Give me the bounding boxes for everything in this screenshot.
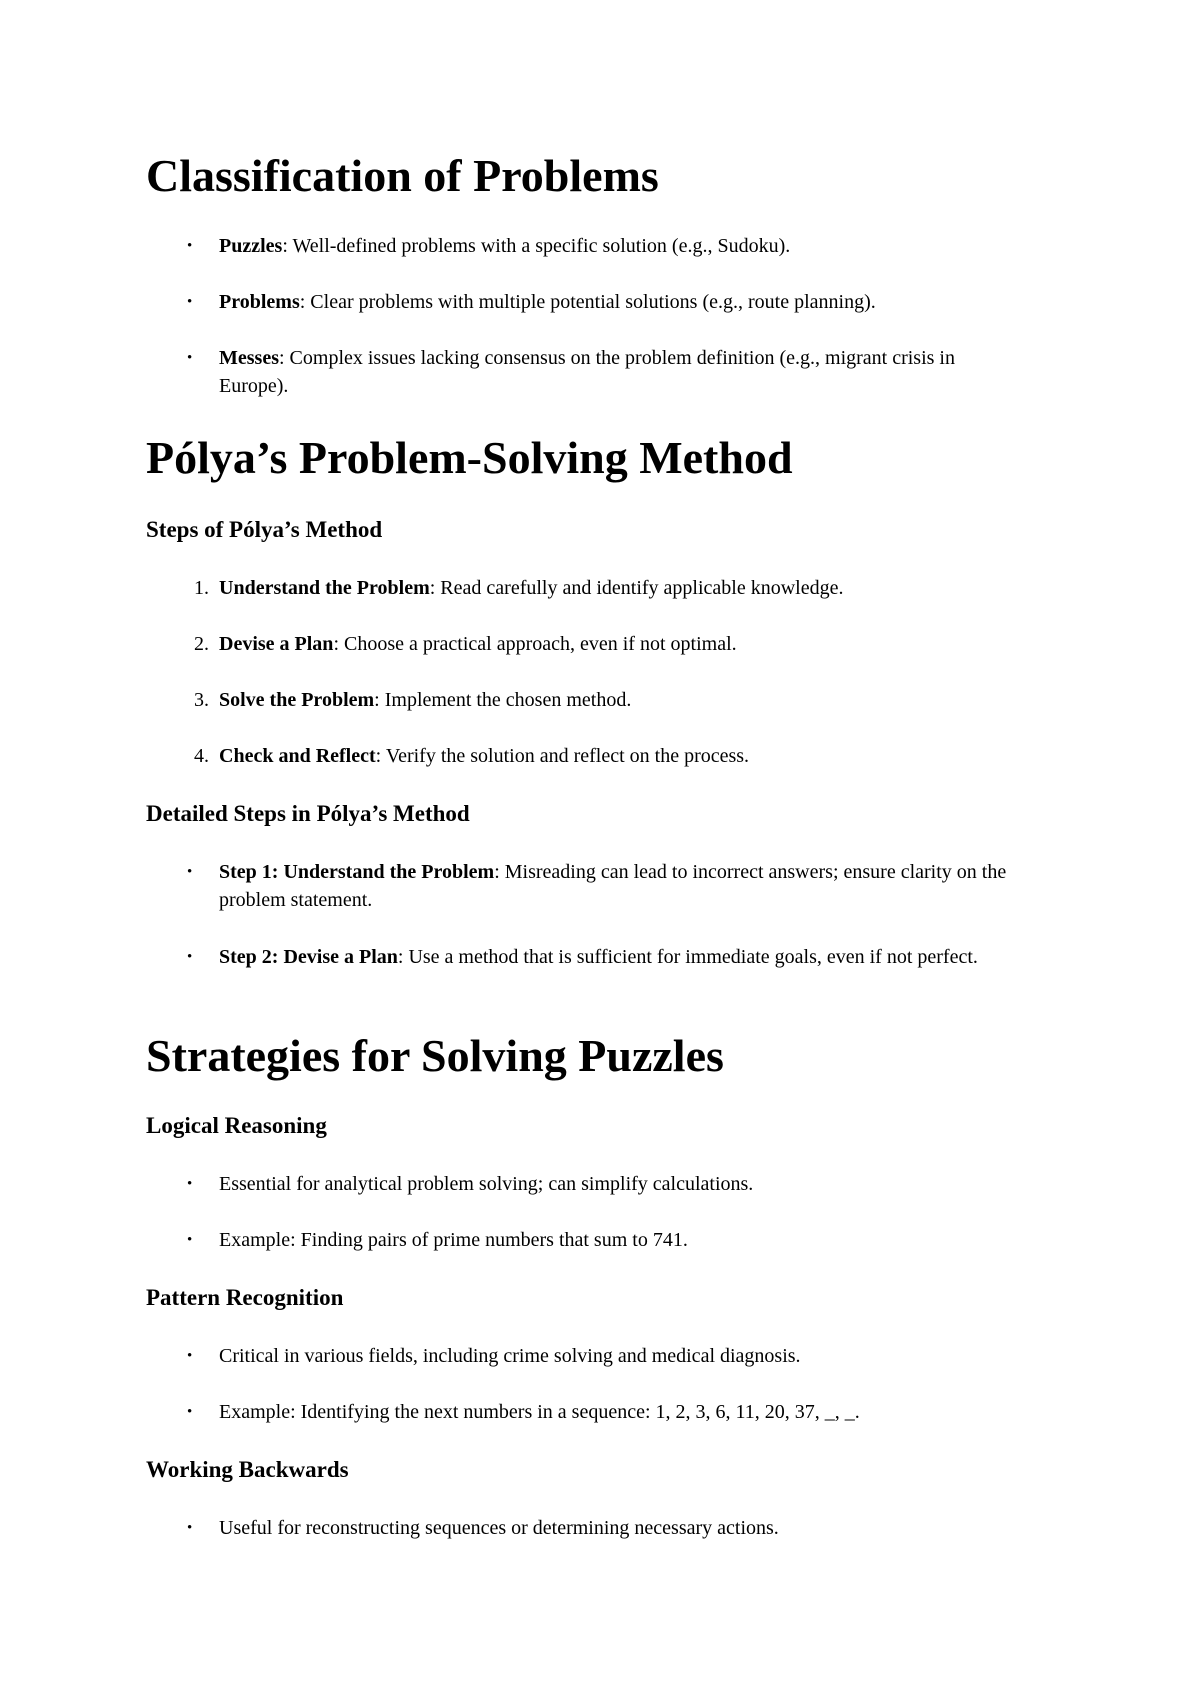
item-number: 1. — [194, 577, 209, 599]
item-text: : Read carefully and identify applicable knowledge. — [429, 577, 844, 599]
item-term: Messes — [219, 347, 279, 369]
bullet-icon: • — [187, 1348, 193, 1364]
list-item — [187, 288, 1064, 316]
item-text: Example: Finding pairs of prime numbers that sum to 741. — [219, 1229, 688, 1251]
item-text: : Verify the solution and reflect on the process. — [375, 745, 750, 767]
bullet-icon: • — [187, 864, 193, 880]
item-term: Solve the Problem — [219, 689, 375, 711]
bullet-icon: • — [187, 1404, 193, 1420]
item-text: : Well-defined problems with a specific solution (e.g., Sudoku). — [282, 235, 791, 257]
bullet-icon: • — [187, 238, 193, 254]
heading-classification: Classification of Problems — [146, 150, 659, 201]
item-text: : Complex issues lacking consensus on the problem definition (e.g., migrant crisis in Europe). — [219, 347, 955, 397]
item-term: Puzzles — [219, 235, 283, 257]
item-text: : Use a method that is sufficient for immediate goals, even if not perfect. — [397, 946, 978, 968]
subheading-steps: Steps of Pólya’s Method — [146, 517, 383, 542]
bullet-icon: • — [187, 1176, 193, 1192]
item-text: Critical in various fields, including crime solving and medical diagnosis. — [219, 1345, 801, 1367]
numbered-item — [194, 686, 1064, 714]
item-number: 3. — [194, 689, 209, 711]
item-number: 2. — [194, 633, 209, 655]
numbered-item — [194, 630, 1064, 658]
item-text: Example: Identifying the next numbers in a sequence: 1, 2, 3, 6, 11, 20, 37, _, _. — [219, 1401, 860, 1423]
list-item — [187, 1342, 1064, 1370]
heading-strategies: Strategies for Solving Puzzles — [146, 1030, 724, 1081]
list-item — [187, 858, 1019, 914]
list-item — [187, 1170, 1064, 1198]
item-text: : Choose a practical approach, even if not optimal. — [333, 633, 737, 655]
numbered-item — [194, 574, 1064, 602]
subheading-detailed: Detailed Steps in Pólya’s Method — [146, 801, 470, 826]
subheading-backwards: Working Backwards — [146, 1457, 349, 1482]
list-item — [187, 1514, 1064, 1542]
list-item — [187, 1398, 1064, 1426]
item-number: 4. — [194, 745, 209, 767]
list-item — [187, 232, 1064, 260]
item-term: Problems — [219, 291, 300, 313]
item-term: Step 2: Devise a Plan — [219, 946, 398, 968]
heading-polya: Pólya’s Problem-Solving Method — [146, 432, 793, 483]
list-item — [187, 1226, 1064, 1254]
bullet-icon: • — [187, 949, 193, 965]
item-text: : Implement the chosen method. — [374, 689, 632, 711]
item-text: Essential for analytical problem solving; can simplify calculations. — [219, 1173, 754, 1195]
item-term: Step 1: Understand the Problem — [219, 861, 495, 883]
subheading-logical: Logical Reasoning — [146, 1113, 327, 1138]
item-text: Useful for reconstructing sequences or determining necessary actions. — [219, 1517, 779, 1539]
bullet-icon: • — [187, 1232, 193, 1248]
bullet-icon: • — [187, 294, 193, 310]
item-term: Check and Reflect — [219, 745, 376, 767]
item-term: Devise a Plan — [219, 633, 334, 655]
item-text: : Misreading can lead to incorrect answers; ensure clarity on the problem statement. — [219, 861, 1007, 911]
list-item — [187, 943, 1019, 971]
numbered-item — [194, 742, 1064, 770]
subheading-pattern: Pattern Recognition — [146, 1285, 344, 1310]
item-term: Understand the Problem — [219, 577, 430, 599]
bullet-icon: • — [187, 350, 193, 366]
bullet-icon: • — [187, 1520, 193, 1536]
item-text: : Clear problems with multiple potential solutions (e.g., route planning). — [299, 291, 876, 313]
list-item — [187, 344, 999, 400]
